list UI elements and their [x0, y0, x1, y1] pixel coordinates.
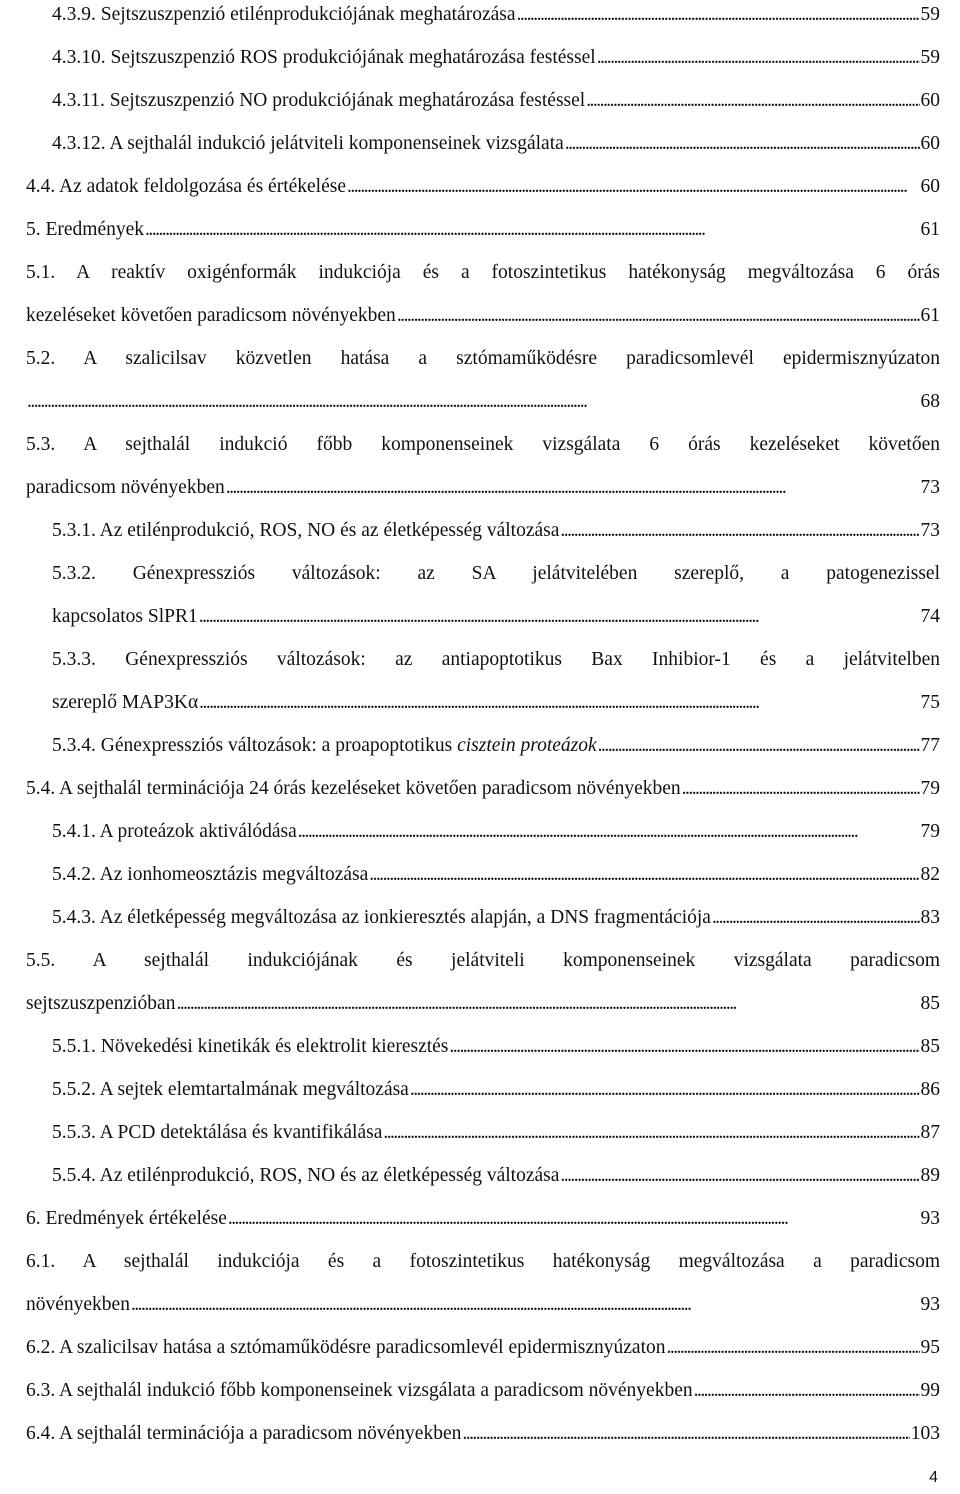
toc-entry-title: 6. Eredmények értékelése: [26, 1208, 227, 1229]
toc-entry-title: 6.4. A sejthalál terminációja a paradicsom növényekben: [26, 1423, 462, 1444]
toc-entry-page: 73: [920, 477, 940, 498]
toc-entry-page: 103: [910, 1423, 940, 1444]
toc-entry[interactable]: [26, 1335, 940, 1361]
toc-entry[interactable]: [52, 1163, 940, 1189]
toc-entry[interactable]: [26, 174, 940, 200]
dot-leader: [145, 217, 919, 243]
toc-entry-title: 4.3.12. A sejthalál indukció jelátviteli komponenseinek vizsgálata: [52, 133, 564, 154]
toc-entry[interactable]: [52, 862, 940, 888]
toc-entry[interactable]: [52, 2, 940, 28]
toc-entry[interactable]: [52, 1077, 940, 1103]
toc-entry[interactable]: [52, 45, 940, 71]
toc-entry-title: 5.5.2. A sejtek elemtartalmának megváltozása: [52, 1079, 409, 1100]
dot-leader: [131, 1292, 920, 1318]
dot-leader: [462, 1421, 909, 1447]
dot-leader: [226, 475, 920, 501]
toc-entry-title: kapcsolatos SlPR1: [52, 606, 198, 627]
toc-entry-page: 95: [920, 1337, 940, 1358]
toc-entry[interactable]: [26, 475, 940, 501]
toc-entry-page: 82: [920, 864, 940, 885]
toc-entry-title: 5. Eredmények: [26, 219, 145, 240]
toc-entry[interactable]: [26, 1292, 940, 1318]
toc-entry-page: 79: [920, 778, 940, 799]
toc-entry-title: sejtszuszpenzióban: [26, 993, 176, 1014]
toc-entry[interactable]: [52, 733, 940, 759]
dot-leader: [298, 819, 920, 845]
toc-entry-page: 86: [920, 1079, 940, 1100]
toc-entry-title: növényekben: [26, 1294, 130, 1315]
toc-entry[interactable]: [52, 819, 940, 845]
dot-leader: [176, 991, 919, 1017]
toc-entry[interactable]: [52, 131, 940, 157]
toc-entry-title: 5.4.1. A proteázok aktiválódása: [52, 821, 297, 842]
toc-entry[interactable]: [52, 518, 940, 544]
dot-leader: [517, 2, 920, 28]
toc-entry-line[interactable]: 5.3. A sejthalál indukció főbb komponenseinek vizsgálata 6 órás kezeléseket követően: [26, 434, 940, 455]
toc-entry-title: 5.4. A sejthalál terminációja 24 órás kezeléseket követően paradicsom növényekben: [26, 778, 681, 799]
dot-leader: [682, 776, 920, 802]
toc-entry-line[interactable]: 5.1. A reaktív oxigénformák indukciója és a fotoszintetikus hatékonyság megváltozása 6 órás: [26, 262, 940, 283]
toc-entry[interactable]: [52, 905, 940, 931]
toc-entry[interactable]: [26, 389, 940, 415]
toc-entry-line[interactable]: 5.3.3. Génexpressziós változások: az antiapoptotikus Bax Inhibior-1 és a jelátvitelben: [52, 649, 940, 670]
toc-entry-title-text: 5.3.4. Génexpressziós változások: a proapoptotikus: [52, 735, 458, 756]
toc-entry[interactable]: [52, 1120, 940, 1146]
toc-entry-page: 79: [920, 821, 940, 842]
toc-entry-page: 60: [920, 133, 940, 154]
toc-entry-page: 73: [920, 520, 940, 541]
toc-entry[interactable]: [52, 88, 940, 114]
dot-leader: [560, 1163, 919, 1189]
toc-entry-title: 5.3.1. Az etilénprodukció, ROS, NO és az életképesség változása: [52, 520, 560, 541]
toc-entry-title: 4.3.10. Sejtszuszpenzió ROS produkciójának meghatározása festéssel: [52, 47, 596, 68]
dot-leader: [586, 88, 919, 114]
toc-entry-page: 59: [920, 47, 940, 68]
dot-leader: [27, 389, 920, 415]
dot-leader: [449, 1034, 919, 1060]
toc-entry[interactable]: [26, 991, 940, 1017]
toc-entry-title: 5.4.3. Az életképesség megváltozása az ionkieresztés alapján, a DNS fragmentációja: [52, 907, 711, 928]
dot-leader: [694, 1378, 920, 1404]
toc-entry-page: 85: [920, 1036, 940, 1057]
toc-entry-page: 61: [920, 219, 940, 240]
toc-entry[interactable]: [26, 1421, 940, 1447]
toc-entry-page: 93: [920, 1294, 940, 1315]
toc-entry-title: 5.5.1. Növekedési kinetikák és elektrolit kieresztés: [52, 1036, 449, 1057]
dot-leader: [597, 45, 920, 71]
toc-entry-page: 59: [920, 4, 940, 25]
toc-entry-page: 61: [920, 305, 940, 326]
dot-leader: [383, 1120, 919, 1146]
toc-entry-page: 85: [920, 993, 940, 1014]
toc-entry-title: 5.5.3. A PCD detektálása és kvantifikálása: [52, 1122, 383, 1143]
toc-entry[interactable]: [26, 1378, 940, 1404]
toc-entry[interactable]: [26, 1206, 940, 1232]
toc-entry-line[interactable]: 5.5. A sejthalál indukciójának és jelátviteli komponenseinek vizsgálata paradicsom: [26, 950, 940, 971]
dot-leader: [199, 690, 919, 716]
dot-leader: [369, 862, 919, 888]
dot-leader: [667, 1335, 920, 1361]
dot-leader: [712, 905, 920, 931]
toc-entry-page: 93: [920, 1208, 940, 1229]
dot-leader: [410, 1077, 920, 1103]
toc-entry-page: 87: [920, 1122, 940, 1143]
dot-leader: [199, 604, 920, 630]
toc-entry-page: 99: [920, 1380, 940, 1401]
toc-entry[interactable]: [26, 776, 940, 802]
toc-entry-title: 6.2. A szalicilsav hatása a sztómaműködésre paradicsomlevél epidermisznyúzaton: [26, 1337, 666, 1358]
dot-leader: [228, 1206, 920, 1232]
toc-entry-page: 89: [920, 1165, 940, 1186]
toc-entry-page: 83: [920, 907, 940, 928]
toc-entry-title: 5.4.2. Az ionhomeosztázis megváltozása: [52, 864, 369, 885]
toc-entry-page: 74: [920, 606, 940, 627]
toc-entry-title: 4.3.11. Sejtszuszpenzió NO produkciójának meghatározása festéssel: [52, 90, 586, 111]
dot-leader: [560, 518, 919, 544]
dot-leader: [397, 303, 920, 329]
toc-entry-line[interactable]: 5.2. A szalicilsav közvetlen hatása a sztómaműködésre paradicsomlevél epidermisznyúzaton: [26, 348, 940, 369]
dot-leader: [598, 733, 920, 759]
toc-entry-page: 77: [920, 735, 940, 756]
page-number: 4: [929, 1469, 938, 1486]
toc-entry-line[interactable]: 6.1. A sejthalál indukciója és a fotoszintetikus hatékonyság megváltozása a paradicsom: [26, 1251, 940, 1272]
toc-entry[interactable]: [26, 303, 940, 329]
toc-entry[interactable]: [52, 1034, 940, 1060]
toc-entry-line[interactable]: 5.3.2. Génexpressziós változások: az SA jelátvitelében szereplő, a patogenezissel: [52, 563, 940, 584]
toc-entry-page: 60: [920, 90, 940, 111]
toc-entry-title: 5.5.4. Az etilénprodukció, ROS, NO és az életképesség változása: [52, 1165, 560, 1186]
toc-entry-page: 60: [920, 176, 940, 197]
toc-entry[interactable]: [52, 604, 940, 630]
dot-leader: [347, 174, 920, 200]
toc-entry-title: 6.3. A sejthalál indukció főbb komponenseinek vizsgálata a paradicsom növényekben: [26, 1380, 693, 1401]
toc-entry[interactable]: [52, 690, 940, 716]
toc-entry-title: 4.3.9. Sejtszuszpenzió etilénprodukciójának meghatározása: [52, 4, 516, 25]
toc-entry-title: kezeléseket követően paradicsom növényekben: [26, 305, 396, 326]
toc-entry-title: 4.4. Az adatok feldolgozása és értékelése: [26, 176, 346, 197]
toc-entry-page: 75: [920, 692, 940, 713]
toc-entry-title: paradicsom növényekben: [26, 477, 225, 498]
toc-entry-title: [52, 733, 597, 759]
toc-entry-page: 68: [920, 391, 940, 412]
toc-entry-title-italic: cisztein proteázok: [457, 735, 597, 756]
toc-entry[interactable]: [26, 217, 940, 243]
toc-entry-title: szereplő MAP3Kα: [52, 692, 199, 713]
dot-leader: [565, 131, 920, 157]
